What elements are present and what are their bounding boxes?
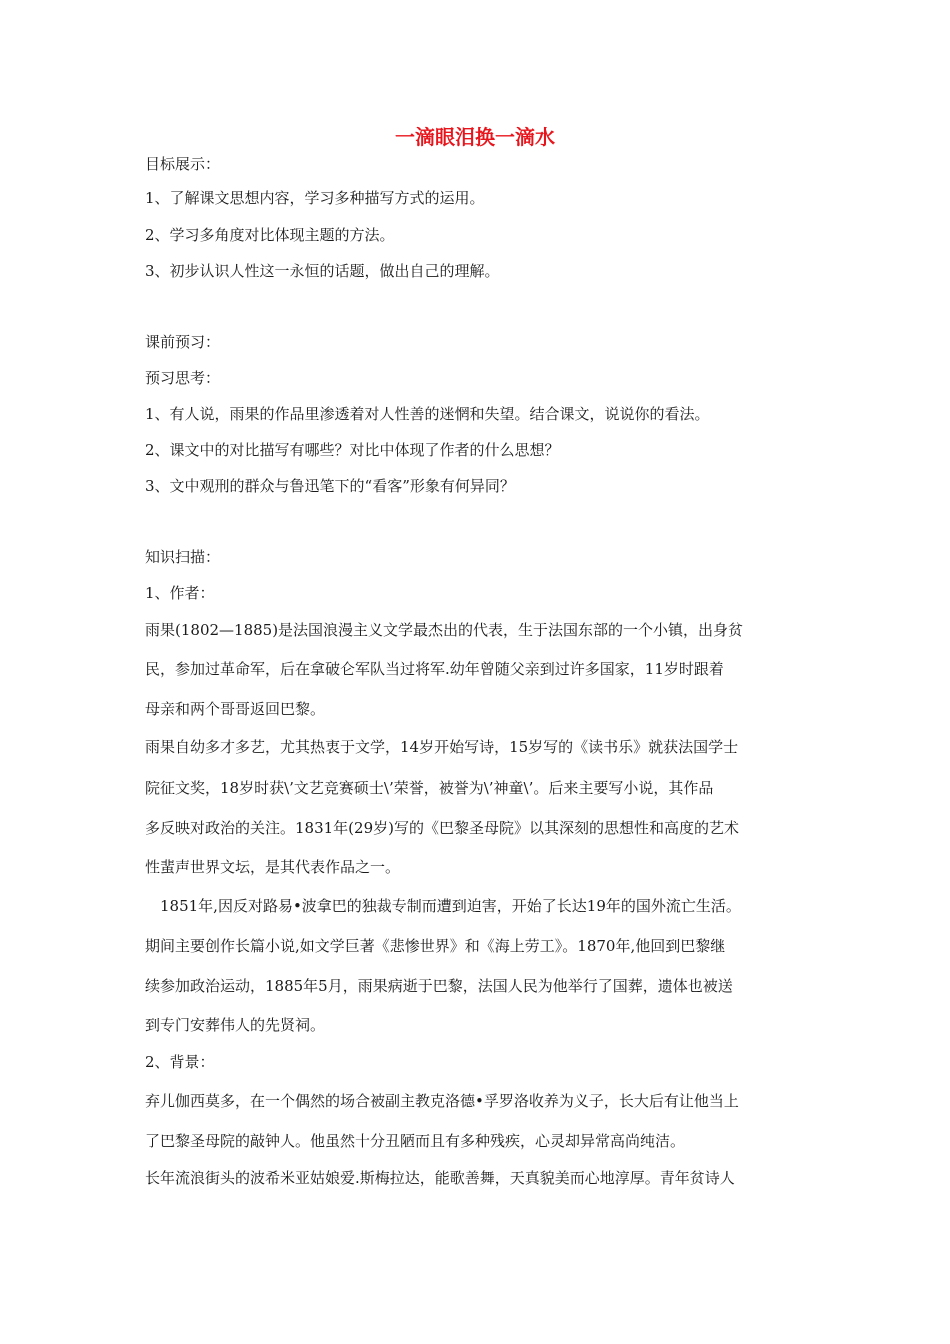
question-item: 3、文中观刑的群众与鲁迅笔下的“看客”形象有何异同？ bbox=[145, 477, 515, 495]
document-title: 一滴眼泪换一滴水 bbox=[395, 125, 555, 149]
author-paragraph-line: 院征文奖，18岁时获\’文艺竞赛硕士\’荣誉，被誉为\’神童\’。后来主要写小说，其作品 bbox=[145, 779, 714, 797]
author-paragraph-line: 1851年,因反对路易•波拿巴的独裁专制而遭到迫害，开始了长达19年的国外流亡生活。 bbox=[160, 897, 741, 915]
thinking-heading: 预习思考： bbox=[145, 369, 221, 387]
author-paragraph-line: 民，参加过革命军，后在拿破仑军队当过将军.幼年曾随父亲到过许多国家，11岁时跟着 bbox=[145, 660, 724, 678]
knowledge-heading: 知识扫描： bbox=[145, 548, 221, 566]
author-paragraph-line: 性蜚声世界文坛，是其代表作品之一。 bbox=[145, 858, 401, 876]
author-paragraph-line: 期间主要创作长篇小说,如文学巨著《悲惨世界》和《海上劳工》。1870年,他回到巴黎继 bbox=[145, 937, 726, 955]
objectives-heading: 目标展示： bbox=[145, 155, 221, 173]
author-paragraph-line: 雨果自幼多才多艺，尤其热衷于文学，14岁开始写诗，15岁写的《读书乐》就获法国学士 bbox=[145, 738, 739, 756]
objective-item: 1、了解课文思想内容，学习多种描写方式的运用。 bbox=[145, 189, 485, 207]
preview-heading: 课前预习： bbox=[145, 333, 221, 351]
background-heading: 2、背景： bbox=[145, 1053, 215, 1071]
author-paragraph-line: 雨果(1802—1885)是法国浪漫主义文学最杰出的代表，生于法国东部的一个小镇，出身贫 bbox=[145, 621, 744, 639]
objective-item: 3、初步认识人性这一永恒的话题，做出自己的理解。 bbox=[145, 262, 500, 280]
objective-item: 2、学习多角度对比体现主题的方法。 bbox=[145, 226, 395, 244]
author-paragraph-line: 到专门安葬伟人的先贤祠。 bbox=[145, 1016, 326, 1034]
author-paragraph-line: 多反映对政治的关注。1831年(29岁)写的《巴黎圣母院》以其深刻的思想性和高度的艺术 bbox=[145, 819, 739, 837]
question-item: 1、有人说，雨果的作品里渗透着对人性善的迷惘和失望。结合课文，说说你的看法。 bbox=[145, 405, 710, 423]
author-paragraph-line: 续参加政治运动，1885年5月，雨果病逝于巴黎，法国人民为他举行了国葬，遗体也被送 bbox=[145, 977, 733, 995]
author-heading: 1、作者： bbox=[145, 584, 215, 602]
author-paragraph-line: 母亲和两个哥哥返回巴黎。 bbox=[145, 700, 326, 718]
background-paragraph-line: 了巴黎圣母院的敲钟人。他虽然十分丑陋而且有多种残疾，心灵却异常高尚纯洁。 bbox=[145, 1132, 686, 1150]
background-paragraph-line: 弃儿伽西莫多，在一个偶然的场合被副主教克洛德•孚罗洛收养为义子，长大后有让他当上 bbox=[145, 1092, 739, 1110]
question-item: 2、课文中的对比描写有哪些？对比中体现了作者的什么思想？ bbox=[145, 441, 560, 459]
background-paragraph-line: 长年流浪街头的波希米亚姑娘爱.斯梅拉达，能歌善舞，天真貌美而心地淳厚。青年贫诗人 bbox=[145, 1169, 735, 1187]
